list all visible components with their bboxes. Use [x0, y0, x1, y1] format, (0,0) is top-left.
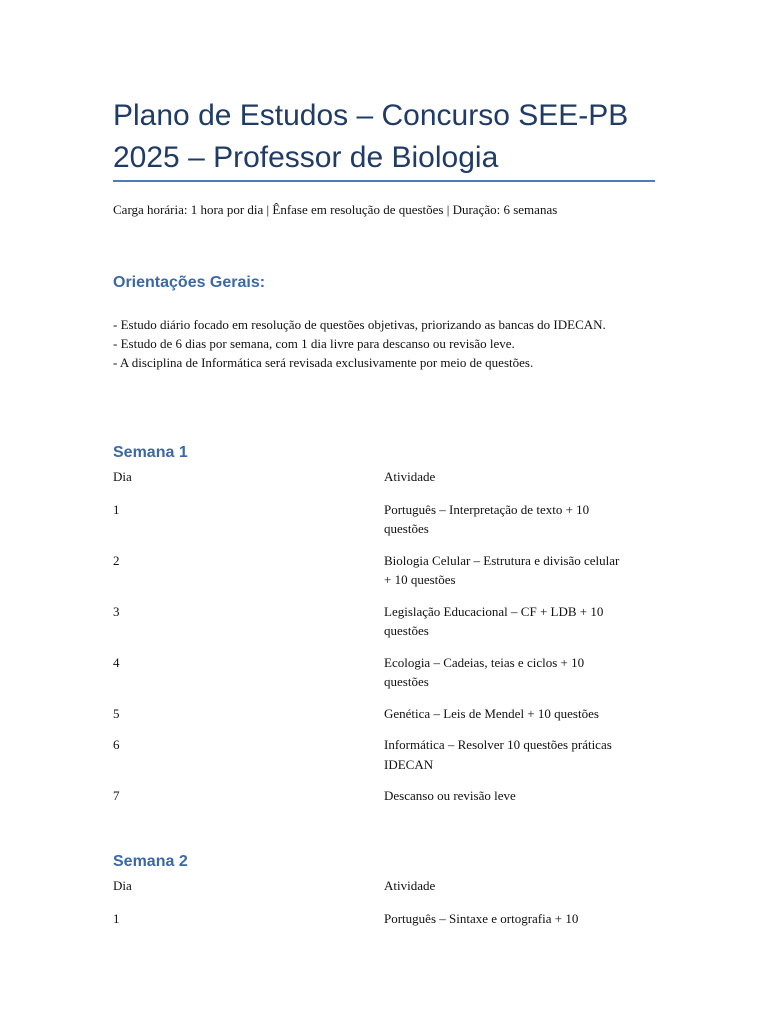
week-1-heading: Semana 1 — [113, 444, 188, 461]
day-cell: 7 — [113, 788, 120, 803]
table-header-row — [113, 876, 658, 909]
table-row — [113, 602, 658, 653]
table-row — [113, 909, 658, 941]
activity-cell: Ecologia – Cadeias, teias e ciclos + 10 questões — [384, 654, 585, 689]
day-cell: 3 — [113, 603, 120, 619]
day-cell: 1 — [113, 501, 120, 517]
activity-cell: Português – Sintaxe e ortografia + 10 — [384, 910, 579, 926]
activity-cell: Português – Interpretação de texto + 10 questões — [384, 501, 590, 536]
day-cell: 2 — [113, 552, 120, 568]
week-1-table — [113, 467, 658, 818]
activity-cell: Legislação Educacional – CF + LDB + 10 questões — [384, 603, 604, 638]
day-cell: 4 — [113, 654, 120, 670]
column-header-activity: Atividade — [384, 469, 436, 484]
table-row — [113, 500, 658, 551]
guideline-item: - A disciplina de Informática será revisada exclusivamente por meio de questões. — [113, 355, 534, 370]
column-header-activity: Atividade — [384, 878, 436, 893]
document-title: Plano de Estudos – Concurso SEE-PB 2025 – Professor de Biologia — [113, 99, 629, 174]
guidelines-list — [113, 315, 633, 372]
guideline-item: - Estudo diário focado em resolução de questões objetivas, priorizando as bancas do IDECAN. — [113, 317, 606, 332]
column-header-day: Dia — [113, 469, 132, 484]
activity-cell: Biologia Celular – Estrutura e divisão celular + 10 questões — [384, 552, 620, 587]
study-load-summary: Carga horária: 1 hora por dia | Ênfase em resolução de questões | Duração: 6 semanas — [113, 202, 558, 217]
activity-cell: Genética – Leis de Mendel + 10 questões — [384, 705, 599, 721]
week-2-section — [113, 852, 658, 940]
week-2-table — [113, 876, 658, 940]
week-2-heading: Semana 2 — [113, 853, 188, 870]
week-1-section — [113, 443, 658, 818]
activity-cell: Informática – Resolver 10 questões práticas IDECAN — [384, 737, 612, 772]
day-cell: 6 — [113, 737, 120, 752]
table-row — [113, 786, 658, 818]
table-row — [113, 551, 658, 602]
table-row — [113, 704, 658, 736]
table-header-row — [113, 467, 658, 500]
guidelines-heading: Orientações Gerais: — [113, 274, 266, 291]
guideline-item: - Estudo de 6 dias por semana, com 1 dia livre para descanso ou revisão leve. — [113, 336, 515, 351]
day-cell: 1 — [113, 910, 120, 926]
activity-cell: Descanso ou revisão leve — [384, 788, 516, 803]
column-header-day: Dia — [113, 878, 132, 893]
table-row — [113, 735, 658, 786]
title-underline — [113, 180, 655, 182]
day-cell: 5 — [113, 705, 120, 721]
table-row — [113, 653, 658, 704]
